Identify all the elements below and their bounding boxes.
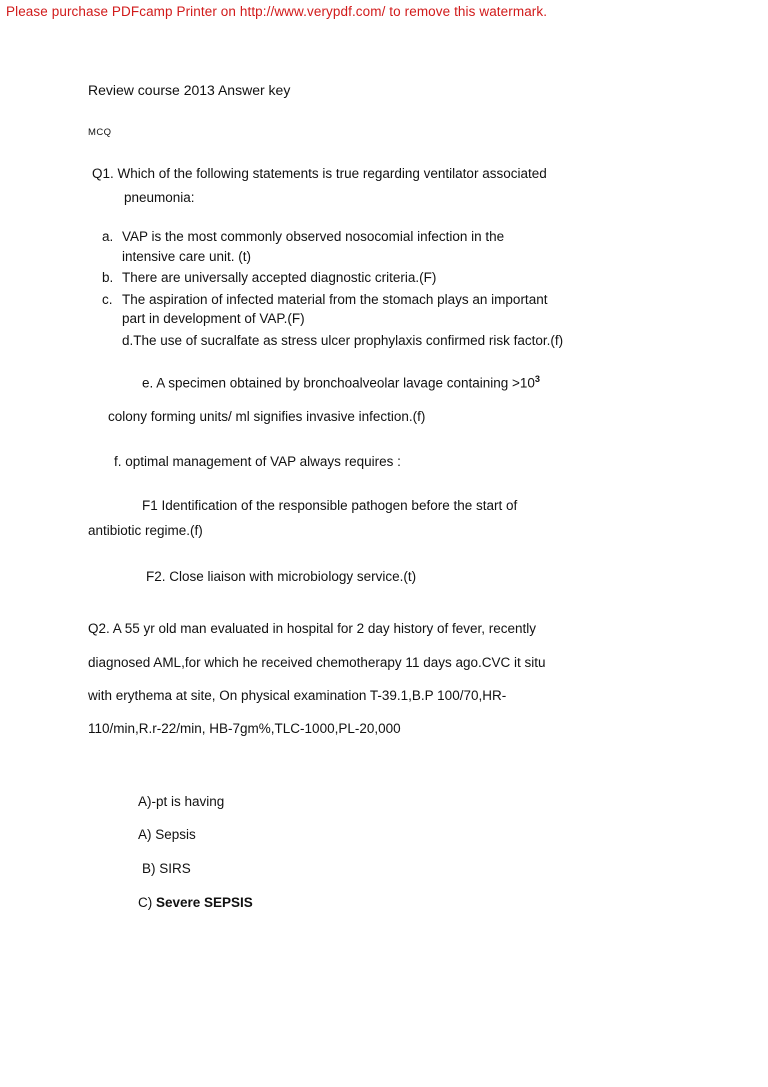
option-a-marker: a. [102, 229, 114, 245]
question-2-line3: with erythema at site, On physical examination T-39.1,B.P 100/70,HR- [88, 687, 507, 703]
answer-option-b: B) SIRS [142, 861, 191, 877]
option-f1-line2: antibiotic regime.(f) [88, 523, 203, 539]
option-c [88, 290, 680, 329]
question-1-stem-line1: Q1. Which of the following statements is true regarding ventilator associated [92, 166, 547, 182]
option-e-exponent: 3 [534, 373, 541, 384]
option-a [88, 227, 680, 266]
option-e [142, 373, 680, 393]
option-b-marker: b. [102, 270, 114, 286]
answer-option-c-label: Severe SEPSIS [156, 894, 253, 910]
option-e-text: e. A specimen obtained by bronchoalveolar lavage containing >10 [142, 375, 535, 391]
section-label-mcq: MCQ [88, 127, 112, 139]
option-c-line1: The aspiration of infected material from the stomach plays an important [122, 291, 548, 307]
question-1-options [88, 227, 680, 329]
option-c-marker: c. [102, 291, 113, 307]
answer-option-a: A) Sepsis [138, 827, 196, 843]
answer-option-c [138, 886, 680, 920]
option-f1-line1: F1 Identification of the responsible pathogen before the start of [142, 497, 518, 513]
answer-option-c-marker: C) [138, 894, 156, 910]
option-c-line2: part in development of VAP.(F) [122, 311, 305, 327]
option-e-continued: colony forming units/ ml signifies invasive infection.(f) [108, 408, 426, 424]
question-2-line4: 110/min,R.r-22/min, HB-7gm%,TLC-1000,PL-20,000 [88, 720, 401, 736]
option-b [88, 268, 680, 288]
question-2-line2: diagnosed AML,for which he received chemotherapy 11 days ago.CVC it situ [88, 654, 546, 670]
watermark-notice: Please purchase PDFcamp Printer on http://www.verypdf.com/ to remove this watermark. [6, 4, 548, 19]
question-2-answers [88, 785, 680, 920]
answer-prompt: A)-pt is having [138, 793, 225, 809]
question-1-stem-line2: pneumonia: [124, 189, 195, 205]
page-title: Review course 2013 Answer key [88, 82, 291, 98]
question-2 [88, 612, 680, 744]
option-a-line2: intensive care unit. (t) [122, 248, 252, 264]
question-2-line1: Q2. A 55 yr old man evaluated in hospital for 2 day history of fever, recently [88, 621, 536, 637]
option-f2: F2. Close liaison with microbiology service.(t) [146, 568, 417, 584]
option-b-line1: There are universally accepted diagnostic criteria.(F) [122, 270, 437, 286]
option-a-line1: VAP is the most commonly observed nosocomial infection in the [122, 229, 505, 245]
document-page [0, 80, 768, 920]
option-d: d.The use of sucralfate as stress ulcer prophylaxis confirmed risk factor.(f) [122, 333, 564, 348]
document-body [88, 80, 680, 920]
option-f: f. optimal management of VAP always requires : [114, 454, 401, 470]
